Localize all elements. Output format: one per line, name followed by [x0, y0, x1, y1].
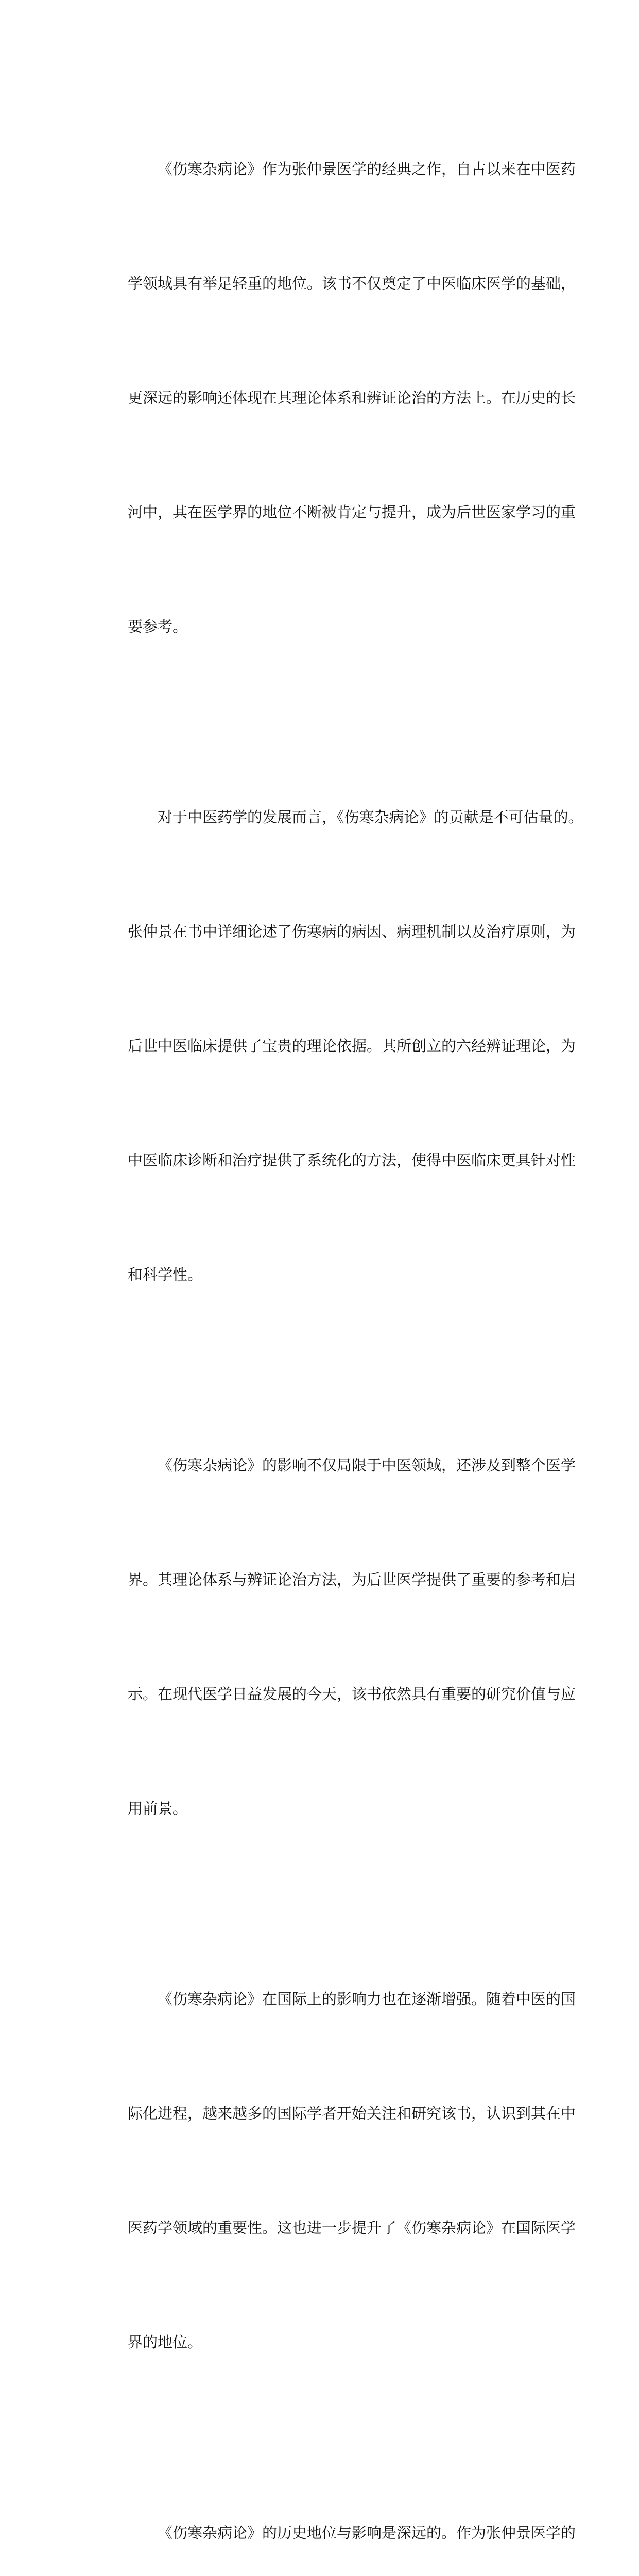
paragraph-line: 中医临床诊断和治疗提供了系统化的方法，使得中医临床更具针对性	[128, 1151, 576, 1169]
paragraph-line: 学领域具有举足轻重的地位。该书不仅奠定了中医临床医学的基础，	[128, 275, 576, 292]
paragraph-line: 更深远的影响还体现在其理论体系和辨证论治的方法上。在历史的长	[128, 389, 576, 406]
paragraph-1	[98, 74, 576, 722]
paragraph-3	[98, 1370, 576, 1904]
paragraph-line: 《伤寒杂病论》在国际上的影响力也在逐渐增强。随着中医的国	[158, 1990, 576, 2008]
paragraph-line: 用前景。	[128, 1800, 188, 1817]
paragraph-line: 《伤寒杂病论》的影响不仅局限于中医领域，还涉及到整个医学	[158, 1456, 576, 1474]
paragraph-line: 《伤寒杂病论》的历史地位与影响是深远的。作为张仲景医学的	[158, 2524, 576, 2541]
paragraph-4	[98, 1904, 576, 2437]
paragraph-line: 示。在现代医学日益发展的今天，该书依然具有重要的研究价值与应	[128, 1685, 576, 1703]
document-body	[98, 74, 583, 2576]
paragraph-line: 《伤寒杂病论》作为张仲景医学的经典之作，自古以来在中医药	[158, 160, 576, 178]
paragraph-line: 和科学性。	[128, 1266, 203, 1283]
paragraph-5	[98, 2437, 576, 2576]
paragraph-2	[98, 722, 583, 1370]
paragraph-line: 张仲景在书中详细论述了伤寒病的病因、病理机制以及治疗原则，为	[128, 923, 576, 940]
paragraph-line: 界的地位。	[128, 2333, 203, 2351]
paragraph-line: 后世中医临床提供了宝贵的理论依据。其所创立的六经辨证理论，为	[128, 1037, 576, 1055]
paragraph-line: 要参考。	[128, 618, 188, 635]
paragraph-line: 医药学领域的重要性。这也进一步提升了《伤寒杂病论》在国际医学	[128, 2219, 576, 2236]
paragraph-line: 河中，其在医学界的地位不断被肯定与提升，成为后世医家学习的重	[128, 503, 576, 521]
paragraph-line: 界。其理论体系与辨证论治方法，为后世医学提供了重要的参考和启	[128, 1571, 576, 1588]
paragraph-line: 对于中医药学的发展而言，《伤寒杂病论》的贡献是不可估量的。	[158, 808, 583, 826]
paragraph-line: 际化进程，越来越多的国际学者开始关注和研究该书，认识到其在中	[128, 2105, 576, 2122]
